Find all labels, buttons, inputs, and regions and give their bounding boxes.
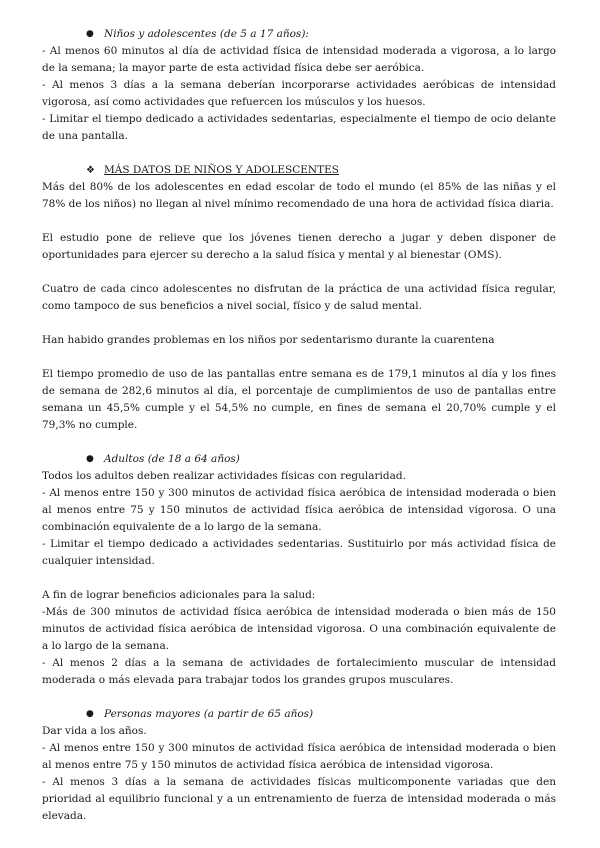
paragraph: Más del 80% de los adolescentes en edad escolar de todo el mundo (el 85% de las niñas y el 78% de los niños) no llegan al nivel mínimo recomendado de una hora de actividad física diaria. (42, 181, 556, 210)
paragraph: Cuatro de cada cinco adolescentes no disfrutan de la práctica de una actividad física regular, como tampoco de sus beneficios a nivel social, físico y de salud mental. (42, 283, 556, 312)
paragraph: - Al menos entre 150 y 300 minutos de actividad física aeróbica de intensidad moderada o bien al menos entre 75 y 150 minutos de actividad física aeróbica de intensidad vigorosa. (42, 742, 556, 771)
paragraph: El estudio pone de relieve que los jóvenes tienen derecho a jugar y deben disponer de oportunidades para ejercer su derecho a la salud física y mental y al bienestar (OMS). (42, 232, 556, 261)
document-page (42, 26, 556, 825)
paragraph: - Al menos 60 minutos al día de actividad física de intensidad moderada a vigorosa, a lo largo de la semana; la mayor parte de esta actividad física debe ser aeróbica. (42, 45, 556, 74)
paragraph: Han habido grandes problemas en los niños por sedentarismo durante la cuarentena (42, 334, 495, 346)
paragraph: - Al menos 2 días a la semana de actividades de fortalecimiento muscular de intensidad moderada o más elevada para trabajar todos los grandes grupos musculares. (42, 657, 556, 686)
section-heading-mas-datos (42, 162, 556, 179)
diamond-bullet-icon: ❖ (86, 165, 95, 176)
heading-text: Personas mayores (a partir de 65 años) (104, 708, 314, 720)
paragraph: A fin de lograr beneficios adicionales para la salud: (42, 589, 316, 601)
paragraph: - Al menos entre 150 y 300 minutos de actividad física aeróbica de intensidad moderada o bien al menos entre 75 y 150 minutos de actividad física aeróbica de intensidad vigorosa. O una combinación equivalente de a lo largo de la semana. (42, 487, 556, 533)
paragraph: El tiempo promedio de uso de las pantallas entre semana es de 179,1 minutos al día y los fines de semana de 282,6 minutos al día, el porcentaje de cumplimientos de uso de pantallas entre semana un 45,5% cumple y el 54,5% no cumple, en fines de semana el 20,70% cumple y el 79,3% no cumple. (42, 368, 556, 431)
bullet-dot-icon: ● (86, 709, 94, 719)
paragraph: - Al menos 3 días a la semana de actividades físicas multicomponente variadas que den prioridad al equilibrio funcional y a un entrenamiento de fuerza de intensidad moderada o más elevada. (42, 776, 556, 822)
bullet-dot-icon: ● (86, 29, 94, 39)
paragraph: - Limitar el tiempo dedicado a actividades sedentarias. Sustituirlo por más actividad física de cualquier intensidad. (42, 538, 556, 567)
paragraph: - Limitar el tiempo dedicado a actividades sedentarias, especialmente el tiempo de ocio delante de una pantalla. (42, 113, 556, 142)
heading-text: Adultos (de 18 a 64 años) (104, 453, 240, 465)
heading-text: MÁS DATOS DE NIÑOS Y ADOLESCENTES (104, 164, 339, 176)
paragraph: - Al menos 3 días a la semana deberían incorporarse actividades aeróbicas de intensidad vigorosa, así como actividades que refuercen los músculos y los huesos. (42, 79, 556, 108)
paragraph: Todos los adultos deben realizar actividades físicas con regularidad. (42, 470, 406, 482)
heading-text: Niños y adolescentes (de 5 a 17 años): (104, 28, 309, 40)
bullet-dot-icon: ● (86, 454, 94, 464)
section-heading-ninos (42, 26, 556, 43)
section-heading-adultos (42, 451, 556, 468)
paragraph: -Más de 300 minutos de actividad física aeróbica de intensidad moderada o bien más de 150 minutos de actividad física aeróbica de intensidad vigorosa. O una combinación equivalente de a lo largo de la semana. (42, 606, 556, 652)
section-heading-mayores (42, 706, 556, 723)
paragraph: Dar vida a los años. (42, 725, 147, 737)
